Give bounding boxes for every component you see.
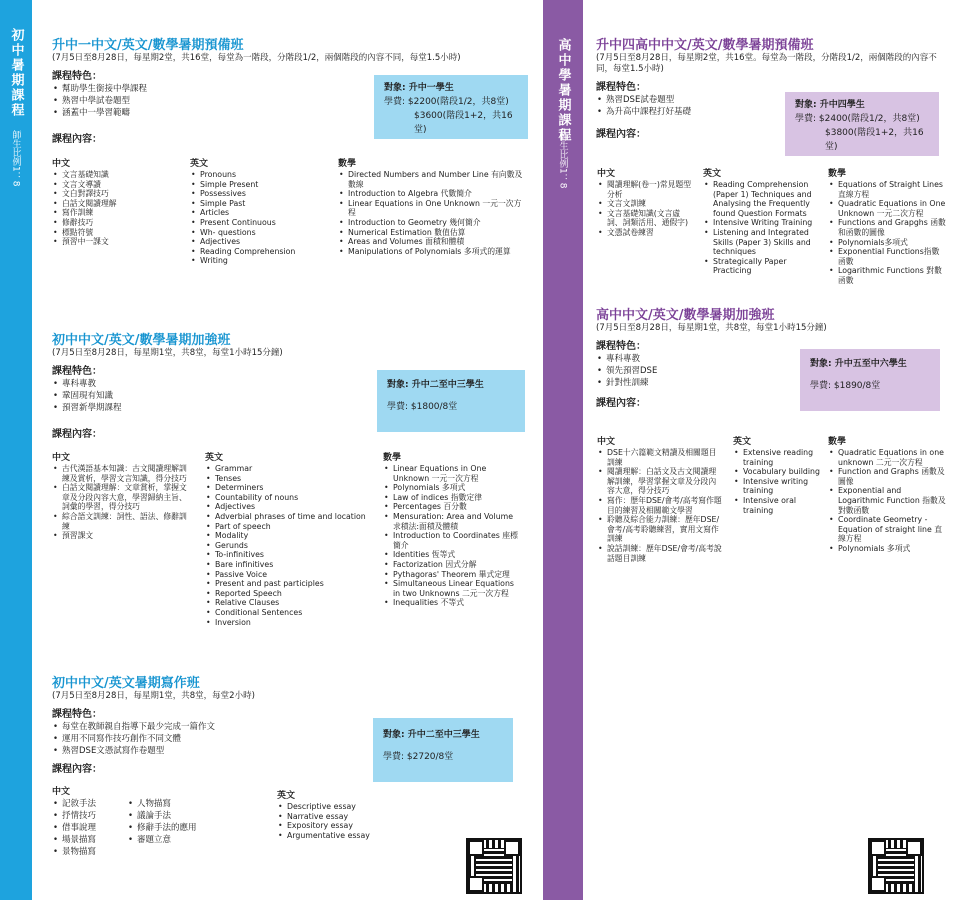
list-item: • Determiners (205, 483, 373, 493)
list-item: • Part of speech (205, 522, 373, 532)
s3-content-label: 課程內容： (52, 764, 102, 775)
s4-chinese-col (597, 168, 692, 238)
list-item: • 議論手法 (127, 810, 247, 822)
list-item: • Pronouns (190, 170, 330, 180)
list-item: • 聆聽及綜合能力訓練：歷年DSE/會考/高考聆聽練習，實用文寫作訓練 (597, 515, 722, 544)
list-item: • Pythagoras' Theorem 畢式定理 (383, 570, 523, 580)
s5-title: 高中中文/英文/數學暑期加強班 (596, 308, 775, 323)
list-item: • Present and past participles (205, 579, 373, 589)
list-item: • Conditional Sentences (205, 608, 373, 618)
list-item: • Adjectives (190, 237, 330, 247)
s2-math-head: 數學 (383, 453, 402, 463)
list-item: • Narrative essay (277, 812, 397, 822)
s4-fee1: 學費: $2400(階段1/2，共8堂) (795, 114, 920, 124)
list-item: • 說話訓練：歷年DSE/會考/高考說話題目訓練 (597, 544, 722, 563)
s4-content-label: 課程內容： (596, 129, 646, 140)
list-item: • 文憑試卷練習 (597, 228, 692, 238)
s2-info-box (377, 370, 525, 432)
s1-fee2: $3600(階段1+2，共16堂) (414, 111, 513, 135)
s1-english-col (190, 158, 330, 266)
s2-chinese-head: 中文 (52, 453, 71, 463)
list-item: • Expository essay (277, 821, 397, 831)
list-item: • 文白對譯技巧 (52, 189, 177, 199)
s2-english-col (205, 452, 373, 627)
list-item: • Functions and Grapghs 函數和函數的圖像 (828, 218, 946, 237)
list-item: • Equations of Straight Lines直線方程 (828, 180, 946, 199)
list-item: • Linear Equations in One Unknown 一元一次方程 (383, 464, 523, 483)
list-item: • 運用不同寫作技巧創作不同文體 (52, 733, 532, 745)
list-item: • Vocabulary building (733, 467, 823, 477)
list-item: • Possessives (190, 189, 330, 199)
s1-chinese-col (52, 158, 177, 247)
list-item: • 閱讀理解：白話文及古文閱讀理解訓練，學習掌握文章及分段內容大意，得分技巧 (597, 467, 722, 496)
s5-content-label: 課程內容： (596, 398, 646, 409)
list-item: • 文言基礎知識(文言虛詞、詞類活用、通假字) (597, 209, 692, 228)
list-item: • Argumentative essay (277, 831, 397, 841)
list-item: • 景物描寫 (52, 846, 127, 858)
list-item: • Articles (190, 208, 330, 218)
list-item: • 寫作：歷年DSE/會考/高考寫作題目的練習及相關範文學習 (597, 496, 722, 515)
s5-features-label: 課程特色： (596, 341, 646, 352)
s3-chinese-list-a (52, 798, 127, 858)
list-item: • 幫助學生銜接中學課程 (52, 83, 532, 95)
list-item: • Exponential Functions指數函數 (828, 247, 946, 266)
list-item: • Law of indices 指數定律 (383, 493, 523, 503)
right-sidebar-ratio: 師生比例1：8 (557, 132, 568, 189)
list-item: • 抒情技巧 (52, 810, 127, 822)
s2-subtitle: (7月5日至8月28日，每星期1堂，共8堂，每堂1小時15分鐘) (52, 348, 283, 358)
qr-code-right (868, 838, 924, 894)
s4-target: 對象: 升中四學生 (795, 100, 865, 110)
s5-math-list (828, 448, 946, 554)
s2-english-list (205, 464, 373, 627)
s3-chinese-col (52, 786, 262, 858)
list-item: • Bare infinitives (205, 560, 373, 570)
s1-title: 升中一中文/英文/數學暑期預備班 (52, 38, 244, 53)
list-item: • Directed Numbers and Number Line 有向數及數線 (338, 170, 528, 189)
s3-title: 初中中文/英文暑期寫作班 (52, 676, 200, 691)
list-item: • 熟習DSE試卷題型 (596, 94, 946, 106)
list-item: • 記敘手法 (52, 798, 127, 810)
list-item: • 修辭手法的應用 (127, 822, 247, 834)
list-item: • Introduction to Algebra 代數簡介 (338, 189, 528, 199)
list-item: • 文言基礎知識 (52, 170, 177, 180)
s5-chinese-col (597, 436, 722, 563)
s1-fee1: 學費: $2200(階段1/2，共8堂) (384, 97, 509, 107)
s4-fee2: $3800(階段1+2，共16堂) (825, 128, 924, 152)
list-item: • Function and Graphs 函數及圖像 (828, 467, 946, 486)
list-item: • 借事說理 (52, 822, 127, 834)
list-item: • Quadratic Equations in One Unknown 一元二次方程 (828, 199, 946, 218)
right-sidebar (543, 0, 583, 900)
list-item: • Intensive writing training (733, 477, 823, 496)
s1-chinese-list (52, 170, 177, 247)
s2-math-col (383, 452, 523, 608)
s2-features-label: 課程特色： (52, 366, 102, 377)
list-item: • Present Continuous (190, 218, 330, 228)
list-item: • Listening and Integrated Skills (Paper 3) Skills and techniques (703, 228, 818, 257)
s1-features-label: 課程特色： (52, 71, 102, 82)
list-item: • 寫作訓練 (52, 208, 177, 218)
s5-math-col (828, 436, 946, 554)
s4-info-box (785, 92, 939, 156)
list-item: • Areas and Volumes 面積和體積 (338, 237, 528, 247)
s1-math-list (338, 170, 528, 256)
s1-math-col (338, 158, 528, 256)
list-item: • Adjectives (205, 502, 373, 512)
s2-target: 對象: 升中二至中三學生 (387, 380, 484, 390)
s5-english-col (733, 436, 823, 515)
s4-math-col (828, 168, 946, 286)
list-item: • 白話文閱讀理解：文章賞析，掌握文章及分段內容大意，學習歸納主旨、詞彙的學習，得分技巧 (52, 483, 187, 512)
s5-info-box (800, 349, 940, 411)
list-item: • 文言文訓練 (597, 199, 692, 209)
list-item: • DSE十六篇範文精讀及相關題目訓練 (597, 448, 722, 467)
list-item: • Linear Equations in One Unknown 一元一次方程 (338, 199, 528, 218)
list-item: • 標點符號 (52, 228, 177, 238)
s1-english-head: 英文 (190, 159, 209, 169)
list-item: • Percentages 百分數 (383, 502, 523, 512)
s1-content-label: 課程內容： (52, 134, 102, 145)
list-item: • 為升高中課程打好基礎 (596, 106, 946, 118)
s5-english-head: 英文 (733, 437, 752, 447)
s1-info-box (374, 75, 528, 139)
list-item: • 修辭技巧 (52, 218, 177, 228)
s3-chinese-head: 中文 (52, 787, 71, 797)
s2-english-head: 英文 (205, 453, 224, 463)
list-item: • Inversion (205, 618, 373, 628)
list-item: • 文言文導讀 (52, 180, 177, 190)
s4-english-head: 英文 (703, 169, 722, 179)
list-item: • 人物描寫 (127, 798, 247, 810)
list-item: • Writing (190, 256, 330, 266)
s3-chinese-list-b (127, 798, 247, 858)
list-item: • Simple Present (190, 180, 330, 190)
list-item: • Wh- questions (190, 228, 330, 238)
s2-chinese-col (52, 452, 187, 541)
list-item: • 場景描寫 (52, 834, 127, 846)
s2-math-list (383, 464, 523, 608)
s5-math-head: 數學 (828, 437, 847, 447)
list-item: • 閱讀理解(卷一)常見題型分析 (597, 180, 692, 199)
s1-target: 對象: 升中一學生 (384, 83, 454, 93)
s1-chinese-head: 中文 (52, 159, 71, 169)
s1-math-head: 數學 (338, 159, 357, 169)
s4-math-list (828, 180, 946, 286)
s5-english-list (733, 448, 823, 515)
list-item: • 涵蓋中一學習範疇 (52, 107, 532, 119)
list-item: • Polynomials 多項式 (828, 544, 946, 554)
list-item: • Passive Voice (205, 570, 373, 580)
list-item: • Manipulations of Polynomials 多項式的運算 (338, 247, 528, 257)
s4-title: 升中四高中中文/英文/數學暑期預備班 (596, 38, 814, 53)
list-item: • Strategically Paper Practicing (703, 257, 818, 276)
s2-content-label: 課程內容： (52, 429, 102, 440)
list-item: • Gerunds (205, 541, 373, 551)
list-item: • Countability of nouns (205, 493, 373, 503)
list-item: • Coordinate Geometry - Equation of straight line 直線方程 (828, 515, 946, 544)
left-sidebar-title: 初中暑期課程 (8, 28, 24, 118)
s4-math-head: 數學 (828, 169, 847, 179)
list-item: • Introduction to Geometry 幾何簡介 (338, 218, 528, 228)
list-item: • Grammar (205, 464, 373, 474)
s4-chinese-head: 中文 (597, 169, 616, 179)
list-item: • Adverbial phrases of time and location (205, 512, 373, 522)
s5-target: 對象: 升中五至中六學生 (810, 359, 907, 369)
s4-english-col (703, 168, 818, 276)
list-item: • 專科專教 (52, 378, 532, 390)
list-item: • Logarithmic Functions 對數函數 (828, 266, 946, 285)
s2-fee: 學費: $1800/8堂 (387, 402, 458, 412)
s1-english-list (190, 170, 330, 266)
right-sidebar-title: 高中學暑期課程 (555, 38, 571, 143)
list-item: • 鞏固現有知識 (52, 390, 532, 402)
list-item: • 熟習DSE文憑試寫作卷題型 (52, 745, 532, 757)
list-item: • Relative Clauses (205, 598, 373, 608)
list-item: • Simultaneous Linear Equations in two Unknowns 二元一次方程 (383, 579, 523, 598)
list-item: • Reading Comprehension (Paper 1) Techniques and Analysing the Frequently found Question Formats (703, 180, 818, 218)
s3-english-list (277, 802, 397, 840)
s4-chinese-list (597, 180, 692, 238)
list-item: • Simple Past (190, 199, 330, 209)
list-item: • Reported Speech (205, 589, 373, 599)
list-item: • 預習新學期課程 (52, 402, 532, 414)
s3-english-col (277, 790, 397, 840)
list-item: • 每堂在教師親自指導下最少完成一篇作文 (52, 721, 532, 733)
s5-chinese-head: 中文 (597, 437, 616, 447)
left-sidebar (0, 0, 32, 900)
list-item: • Factorization 因式分解 (383, 560, 523, 570)
s3-target: 對象: 升中二至中三學生 (383, 730, 480, 740)
list-item: • Intensive oral training (733, 496, 823, 515)
list-item: • 熟習中學試卷題型 (52, 95, 532, 107)
list-item: • Inequalities 不等式 (383, 598, 523, 608)
list-item: • 預習中一課文 (52, 237, 177, 247)
s3-fee: 學費: $2720/8堂 (383, 752, 454, 762)
list-item: • Mensuration: Area and Volume 求積法:面積及體積 (383, 512, 523, 531)
list-item: • Intensive Writing Training (703, 218, 818, 228)
s3-english-head: 英文 (277, 791, 296, 801)
s2-title: 初中中文/英文/數學暑期加強班 (52, 333, 231, 348)
s4-features-label: 課程特色： (596, 82, 646, 93)
list-item: • 專科專教 (596, 353, 946, 365)
s5-chinese-list (597, 448, 722, 563)
s2-chinese-list (52, 464, 187, 541)
list-item: • Reading Comprehension (190, 247, 330, 257)
qr-code-left (466, 838, 522, 894)
s3-features-label: 課程特色： (52, 709, 102, 720)
list-item: • Polynomials 多項式 (383, 483, 523, 493)
list-item: • 預習課文 (52, 531, 187, 541)
list-item: • To-infinitives (205, 550, 373, 560)
s4-subtitle: (7月5日至8月28日，每星期2堂，共16堂。每堂為一階段，分階段1/2，兩個階段的內容不同，每堂1.5小時) (596, 53, 937, 74)
list-item: • Introduction to Coordinates 座標簡介 (383, 531, 523, 550)
list-item: • Identities 恆等式 (383, 550, 523, 560)
list-item: • Extensive reading training (733, 448, 823, 467)
s3-subtitle: (7月5日至8月28日，每星期1堂，共8堂，每堂2小時) (52, 691, 255, 701)
list-item: • Exponential and Logarithmic Function 指數及對數函數 (828, 486, 946, 515)
s5-subtitle: (7月5日至8月28日，每星期1堂，共8堂，每堂1小時15分鐘) (596, 323, 827, 333)
list-item: • 領先預習DSE (596, 365, 946, 377)
list-item: • 審題立意 (127, 834, 247, 846)
list-item: • Polynomials多項式 (828, 238, 946, 248)
s1-subtitle: (7月5日至8月28日，每星期2堂，共16堂，每堂為一階段，分階段1/2，兩個階段的內容不同，每堂1.5小時) (52, 53, 461, 63)
list-item: • 綜合語文訓練：詞性、語法、修辭訓練 (52, 512, 187, 531)
left-sidebar-ratio: 師生比例1：8 (10, 130, 21, 187)
list-item: • Tenses (205, 474, 373, 484)
s4-english-list (703, 180, 818, 276)
list-item: • Modality (205, 531, 373, 541)
list-item: • Quadratic Equations in one unknown 二元一次方程 (828, 448, 946, 467)
s5-fee: 學費: $1890/8堂 (810, 381, 881, 391)
s3-info-box (373, 718, 513, 782)
list-item: • Numerical Estimation 數值估算 (338, 228, 528, 238)
list-item: • 古代漢語基本知識：古文閱讀理解訓練及賞析，學習文言知識，得分技巧 (52, 464, 187, 483)
list-item: • Descriptive essay (277, 802, 397, 812)
list-item: • 針對性訓練 (596, 377, 946, 389)
list-item: • 白話文閱讀理解 (52, 199, 177, 209)
